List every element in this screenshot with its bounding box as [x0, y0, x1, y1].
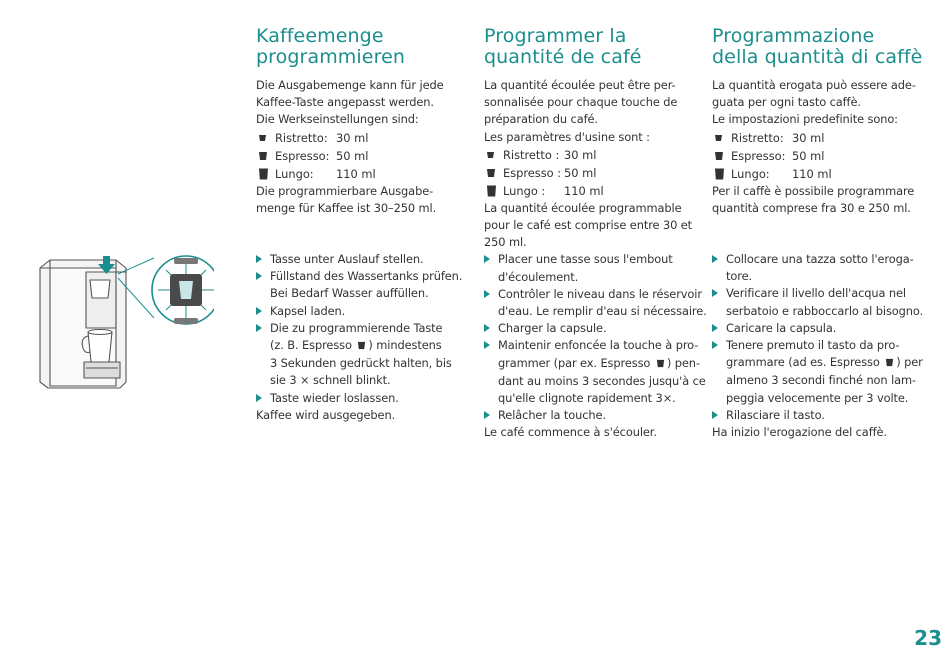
bullet-arrow-icon — [484, 255, 490, 263]
bullet-arrow-icon — [484, 341, 490, 349]
cup-small-icon — [258, 133, 271, 142]
step-item: Placer une tasse sous l'embout d'écoulement. — [484, 251, 694, 285]
column-german — [256, 26, 466, 424]
column-french — [484, 25, 707, 442]
bullet-arrow-icon — [712, 255, 718, 263]
setting-espresso: Espresso : 50 ml — [484, 164, 694, 182]
setting-espresso: Espresso: 50 ml — [712, 147, 932, 165]
step-item: Tenere premuto il tasto da pro- grammare (ad es. Espresso ) per almeno 3 secondi finché non lam- peggia velocemente per 3 volte. — [712, 337, 932, 407]
range-text: Die programmierbare Ausgabe- menge für Kaffee ist 30–250 ml. — [256, 183, 437, 215]
setting-ristretto: Ristretto: 30 ml — [256, 129, 466, 147]
step-item: Contrôler le niveau dans le réservoir d'eau. Le remplir d'eau si nécessaire. — [484, 286, 694, 320]
cup-medium-icon — [486, 168, 499, 178]
step-item: Rilasciare il tasto. — [712, 407, 932, 424]
bullet-arrow-icon — [712, 411, 718, 419]
step-item: Relâcher la touche. — [484, 407, 694, 424]
intro-text: La quantità erogata può essere ade- guata per ogni tasto caffè. Le impostazioni predefinite sono: — [712, 78, 916, 127]
factory-settings — [484, 146, 694, 200]
intro-text: Die Ausgabemenge kann für jede Kaffee-Taste angepasst werden. Die Werkseinstellungen sind: — [256, 78, 444, 127]
step-item: Collocare una tazza sotto l'eroga- tore. — [712, 251, 932, 285]
step-item: Charger la capsule. — [484, 320, 694, 337]
step-item: Kapsel laden. — [256, 303, 466, 320]
setting-lungo: Lungo : 110 ml — [484, 182, 694, 200]
cup-small-icon — [486, 150, 499, 159]
cup-medium-icon — [258, 151, 271, 161]
section-title: Programmer la quantité de café — [484, 25, 642, 68]
cup-large-icon — [714, 168, 727, 180]
range-text: Per il caffè è possibile programmare quantità comprese fra 30 e 250 ml. — [712, 183, 915, 215]
step-item: Die zu programmierende Taste (z. B. Espresso ) mindestens 3 Sekunden gedrückt halten, bis sie 3 × schnell blinkt. — [256, 320, 466, 390]
cup-medium-icon — [357, 338, 366, 355]
cup-large-icon — [486, 185, 499, 197]
page-number: 23 — [914, 626, 942, 650]
section-title: Programmazione della quantità di caffè — [712, 25, 923, 68]
bullet-arrow-icon — [256, 324, 262, 332]
bullet-arrow-icon — [256, 255, 262, 263]
bullet-arrow-icon — [484, 411, 490, 419]
cup-medium-icon — [656, 356, 665, 373]
flashing-button-icon — [152, 256, 214, 324]
bullet-arrow-icon — [712, 341, 718, 349]
step-item: Caricare la capsula. — [712, 320, 932, 337]
cup-small-icon — [714, 133, 727, 142]
step-item: Maintenir enfoncée la touche à pro- grammer (par ex. Espresso ) pen- dant au moins 3 secondes jusqu'à ce qu'elle clignote rapidement 3×. — [484, 337, 694, 407]
bullet-arrow-icon — [712, 324, 718, 332]
bullet-arrow-icon — [484, 324, 490, 332]
step-list — [256, 251, 466, 407]
step-list — [712, 251, 932, 424]
step-item: Verificare il livello dell'acqua nel serbatoio e rabboccarlo al bisogno. — [712, 285, 932, 319]
factory-settings — [712, 129, 932, 183]
outro-text: Kaffee wird ausgegeben. — [256, 407, 396, 422]
column-italian — [712, 26, 932, 441]
step-item: Füllstand des Wassertanks prüfen. Bei Bedarf Wasser auffüllen. — [256, 268, 466, 302]
setting-espresso: Espresso: 50 ml — [256, 147, 466, 165]
setting-ristretto: Ristretto : 30 ml — [484, 146, 694, 164]
outro-text: Ha inizio l'erogazione del caffè. — [712, 425, 887, 440]
bullet-arrow-icon — [256, 307, 262, 315]
setting-lungo: Lungo: 110 ml — [712, 165, 932, 183]
coffee-machine-illustration — [36, 248, 214, 398]
section-title: Kaffeemenge programmieren — [256, 25, 406, 68]
bullet-arrow-icon — [484, 290, 490, 298]
factory-settings — [256, 129, 466, 183]
bullet-arrow-icon — [256, 394, 262, 402]
cup-large-icon — [258, 168, 271, 180]
cup-medium-icon — [714, 151, 727, 161]
range-text: La quantité écoulée programmable pour le café est comprise entre 30 et 250 ml. — [484, 200, 693, 250]
bullet-arrow-icon — [256, 272, 262, 280]
step-list — [484, 251, 707, 424]
step-item: Tasse unter Auslauf stellen. — [256, 251, 466, 268]
cup-medium-icon — [885, 355, 894, 372]
bullet-arrow-icon — [712, 289, 718, 297]
outro-text: Le café commence à s'écouler. — [484, 425, 657, 440]
step-item: Taste wieder loslassen. — [256, 390, 466, 407]
setting-ristretto: Ristretto: 30 ml — [712, 129, 932, 147]
setting-lungo: Lungo: 110 ml — [256, 165, 466, 183]
intro-text: La quantité écoulée peut être per- sonnalisée pour chaque touche de préparation du café. Les paramètres d'usine sont : — [484, 78, 678, 144]
